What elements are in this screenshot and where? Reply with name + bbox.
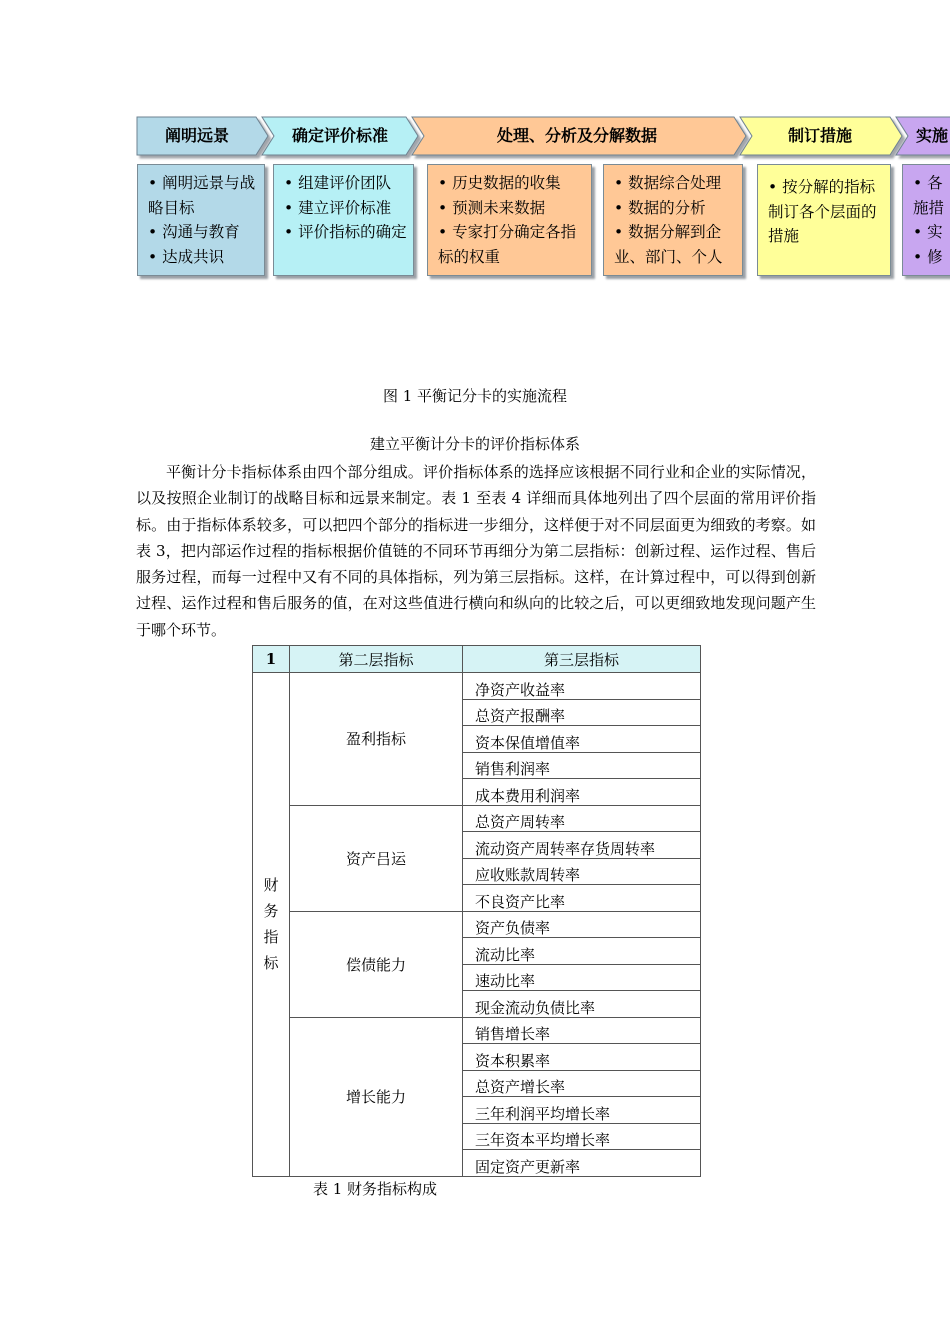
stage-4-item: • 数据综合处理 [614, 171, 736, 196]
level3-cell: 三年资本平均增长率 [463, 1123, 701, 1150]
level3-cell: 总资产增长率 [463, 1070, 701, 1097]
stage-box-4 [603, 164, 743, 276]
header-cell-3: 第三层指标 [463, 646, 701, 673]
stage-5-item: • 按分解的指标制订各个层面的措施 [768, 175, 884, 249]
stage-4-item: • 数据分解到企业、部门、个人 [614, 220, 736, 269]
stage-2-item: • 建立评价标准 [284, 196, 407, 221]
level3-cell: 固定资产更新率 [463, 1150, 701, 1177]
level2-cell: 盈利指标 [290, 673, 463, 806]
stage-title-3: 处理、分析及分解数据 [496, 126, 657, 145]
table-row [253, 673, 701, 700]
level3-cell: 现金流动负债比率 [463, 991, 701, 1018]
level3-cell: 资本保值增值率 [463, 726, 701, 753]
stage-3-item: • 历史数据的收集 [438, 171, 585, 196]
body-paragraph: 平衡计分卡指标体系由四个部分组成。评价指标体系的选择应该根据不同行业和企业的实际情况，以及按照企业制订的战略目标和远景来制定。表 1 至表 4 详细而具体地列出了四个层面的常用评价指标。由于指标体系较多，可以把四个部分的指标进一步细分，这样便于对不同层面更为细致的考察。如表 3，把内部运作过程的指标根据价值链的不同环节再细分为第二层指标：创新过程、运作过程、售后服务过程，而每一过程中又有不同的具体指标，列为第三层指标。这样，在计算过程中，可以得到创新过程、运作过程和售后服务的值，在对这些值进行横向和纵向的比较之后，可以更细致地发现问题产生于哪个环节。 [136, 463, 816, 639]
stage-4-item: • 数据的分析 [614, 196, 736, 221]
stage-title-5: 实施 [916, 126, 949, 145]
stage-box-1 [137, 164, 265, 276]
stage-1-item: • 沟通与教育 [148, 220, 258, 245]
level3-cell: 资产负债率 [463, 911, 701, 938]
level3-cell: 销售增长率 [463, 1017, 701, 1044]
implementation-flowchart [0, 0, 950, 300]
stage-2-item: • 评价指标的确定 [284, 220, 407, 245]
level3-cell: 销售利润率 [463, 752, 701, 779]
stage-1-item: • 阐明远景与战略目标 [148, 171, 258, 220]
level3-cell: 速动比率 [463, 964, 701, 991]
table-row [253, 805, 701, 832]
stage-6-item: • 实 [913, 220, 950, 245]
level3-cell: 不良资产比率 [463, 885, 701, 912]
level3-cell: 流动比率 [463, 938, 701, 965]
table-header-row [253, 646, 701, 673]
stage-3-item: • 预测未来数据 [438, 196, 585, 221]
stage-6-item: • 修 [913, 245, 950, 270]
stage-6-item: 施措 [913, 198, 945, 217]
stage-6-item: • 各 [913, 171, 950, 196]
table-row [253, 1017, 701, 1044]
financial-indicators-table [252, 645, 701, 1177]
level3-cell: 资本积累率 [463, 1044, 701, 1071]
level3-cell: 流动资产周转率存货周转率 [463, 832, 701, 859]
stage-box-2 [273, 164, 414, 276]
stage-box-5 [757, 164, 891, 276]
level3-cell: 成本费用利润率 [463, 779, 701, 806]
level3-cell: 总资产报酬率 [463, 699, 701, 726]
stage-3-item: • 专家打分确定各指标的权重 [438, 220, 585, 269]
stage-title-4: 制订措施 [787, 126, 852, 145]
section-title: 建立平衡计分卡的评价指标体系 [369, 435, 580, 453]
level1-label: 财务指标 [263, 876, 279, 973]
stage-box-3 [427, 164, 592, 276]
stage-title-1: 阐明远景 [164, 126, 229, 145]
table-caption: 表 1 财务指标构成 [312, 1180, 438, 1198]
stage-2-item: • 组建评价团队 [284, 171, 407, 196]
level1-cell [253, 673, 290, 1177]
stage-box-6 [902, 164, 950, 276]
level2-cell: 资产吕运 [290, 805, 463, 911]
level3-cell: 总资产周转率 [463, 805, 701, 832]
level2-cell: 增长能力 [290, 1017, 463, 1176]
table-row [253, 911, 701, 938]
header-cell-1: 1 [253, 646, 290, 673]
level3-cell: 三年利润平均增长率 [463, 1097, 701, 1124]
level3-cell: 净资产收益率 [463, 673, 701, 700]
stage-title-2: 确定评价标准 [291, 126, 388, 145]
stage-1-item: • 达成共识 [148, 245, 258, 270]
level3-cell: 应收账款周转率 [463, 858, 701, 885]
level2-cell: 偿债能力 [290, 911, 463, 1017]
figure-caption: 图 1 平衡记分卡的实施流程 [382, 387, 568, 405]
header-cell-2: 第二层指标 [290, 646, 463, 673]
